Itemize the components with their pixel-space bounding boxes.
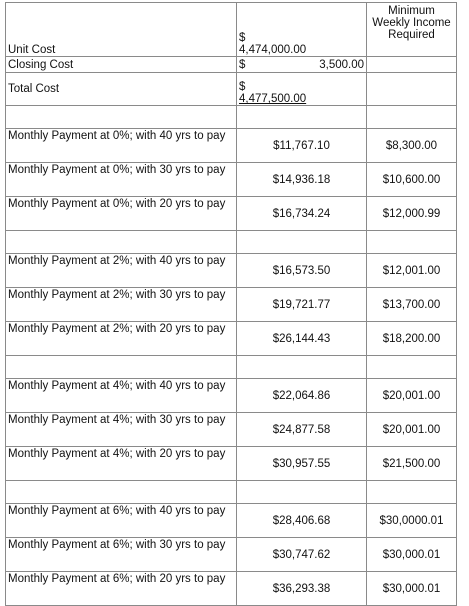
closing-cost-value xyxy=(237,57,367,73)
spacer-cell xyxy=(237,481,367,504)
total-cost-amount: 4,477,500.00 xyxy=(239,93,307,105)
closing-cost-row xyxy=(6,57,457,73)
spacer-cell xyxy=(367,106,457,129)
min-weekly-income-value: $18,200.00 xyxy=(367,322,457,356)
monthly-payment-value: $26,144.43 xyxy=(237,322,367,356)
closing-cost-empty-cell xyxy=(367,57,457,73)
unit-cost-row xyxy=(6,3,457,57)
spacer-cell xyxy=(237,106,367,129)
spacer-cell xyxy=(367,231,457,254)
payment-label: Monthly Payment at 6%; with 20 yrs to pay xyxy=(6,572,237,606)
spacer-row xyxy=(6,106,457,129)
payment-row xyxy=(6,572,457,606)
payment-row xyxy=(6,254,457,288)
payment-label: Monthly Payment at 2%; with 40 yrs to pay xyxy=(6,254,237,288)
monthly-payment-value: $16,734.24 xyxy=(237,197,367,231)
spacer-cell xyxy=(6,106,237,129)
min-weekly-income-header: Minimum Weekly Income Required xyxy=(367,3,457,57)
monthly-payment-value: $19,721.77 xyxy=(237,288,367,322)
min-weekly-income-value: $30,000.01 xyxy=(367,538,457,572)
monthly-payment-value: $30,957.55 xyxy=(237,447,367,481)
min-weekly-income-value: $12,000.99 xyxy=(367,197,457,231)
payment-row xyxy=(6,163,457,197)
min-weekly-income-value: $10,600.00 xyxy=(367,163,457,197)
payment-row xyxy=(6,322,457,356)
total-cost-label: Total Cost xyxy=(6,73,237,106)
total-cost-row xyxy=(6,73,457,106)
min-weekly-income-value: $20,001.00 xyxy=(367,413,457,447)
spacer-cell xyxy=(237,356,367,379)
monthly-payment-value: $28,406.68 xyxy=(237,504,367,538)
unit-cost-dollar: $ xyxy=(239,32,246,44)
total-cost-empty-cell xyxy=(367,73,457,106)
unit-cost-value xyxy=(237,3,367,57)
unit-cost-amount: 4,474,000.00 xyxy=(239,44,307,56)
monthly-payment-value: $16,573.50 xyxy=(237,254,367,288)
min-weekly-income-value: $30,000.01 xyxy=(367,572,457,606)
closing-cost-dollar: $ xyxy=(239,58,246,71)
payment-label: Monthly Payment at 2%; with 20 yrs to pay xyxy=(6,322,237,356)
closing-cost-amount: 3,500.00 xyxy=(319,58,364,71)
payment-row xyxy=(6,288,457,322)
payment-schedule-table xyxy=(5,2,457,606)
payment-label: Monthly Payment at 4%; with 40 yrs to pay xyxy=(6,379,237,413)
spacer-cell xyxy=(367,356,457,379)
payment-label: Monthly Payment at 6%; with 30 yrs to pay xyxy=(6,538,237,572)
payment-row xyxy=(6,379,457,413)
payment-row xyxy=(6,129,457,163)
payment-label: Monthly Payment at 0%; with 30 yrs to pay xyxy=(6,163,237,197)
payment-row xyxy=(6,197,457,231)
spacer-row xyxy=(6,481,457,504)
monthly-payment-value: $30,747.62 xyxy=(237,538,367,572)
monthly-payment-value: $14,936.18 xyxy=(237,163,367,197)
payment-row xyxy=(6,504,457,538)
min-weekly-income-value: $21,500.00 xyxy=(367,447,457,481)
min-weekly-income-value: $20,001.00 xyxy=(367,379,457,413)
spacer-cell xyxy=(6,231,237,254)
payment-label: Monthly Payment at 6%; with 40 yrs to pay xyxy=(6,504,237,538)
monthly-payment-value: $36,293.38 xyxy=(237,572,367,606)
payment-label: Monthly Payment at 4%; with 30 yrs to pay xyxy=(6,413,237,447)
total-cost-dollar: $ xyxy=(239,81,246,93)
min-weekly-income-value: $8,300.00 xyxy=(367,129,457,163)
spacer-cell xyxy=(367,481,457,504)
spacer-cell xyxy=(6,481,237,504)
payment-row xyxy=(6,538,457,572)
table-body xyxy=(6,3,457,606)
total-cost-value xyxy=(237,73,367,106)
monthly-payment-value: $11,767.10 xyxy=(237,129,367,163)
monthly-payment-value: $24,877.58 xyxy=(237,413,367,447)
spacer-row xyxy=(6,356,457,379)
spacer-cell xyxy=(237,231,367,254)
spacer-row xyxy=(6,231,457,254)
spacer-cell xyxy=(6,356,237,379)
payment-label: Monthly Payment at 4%; with 20 yrs to pay xyxy=(6,447,237,481)
payment-label: Monthly Payment at 0%; with 40 yrs to pay xyxy=(6,129,237,163)
unit-cost-label: Unit Cost xyxy=(6,3,237,57)
payment-label: Monthly Payment at 0%; with 20 yrs to pay xyxy=(6,197,237,231)
payment-row xyxy=(6,413,457,447)
closing-cost-label: Closing Cost xyxy=(6,57,237,73)
payment-label: Monthly Payment at 2%; with 30 yrs to pay xyxy=(6,288,237,322)
min-weekly-income-value: $13,700.00 xyxy=(367,288,457,322)
min-weekly-income-value: $30,0000.01 xyxy=(367,504,457,538)
monthly-payment-value: $22,064.86 xyxy=(237,379,367,413)
payment-row xyxy=(6,447,457,481)
min-weekly-income-value: $12,001.00 xyxy=(367,254,457,288)
